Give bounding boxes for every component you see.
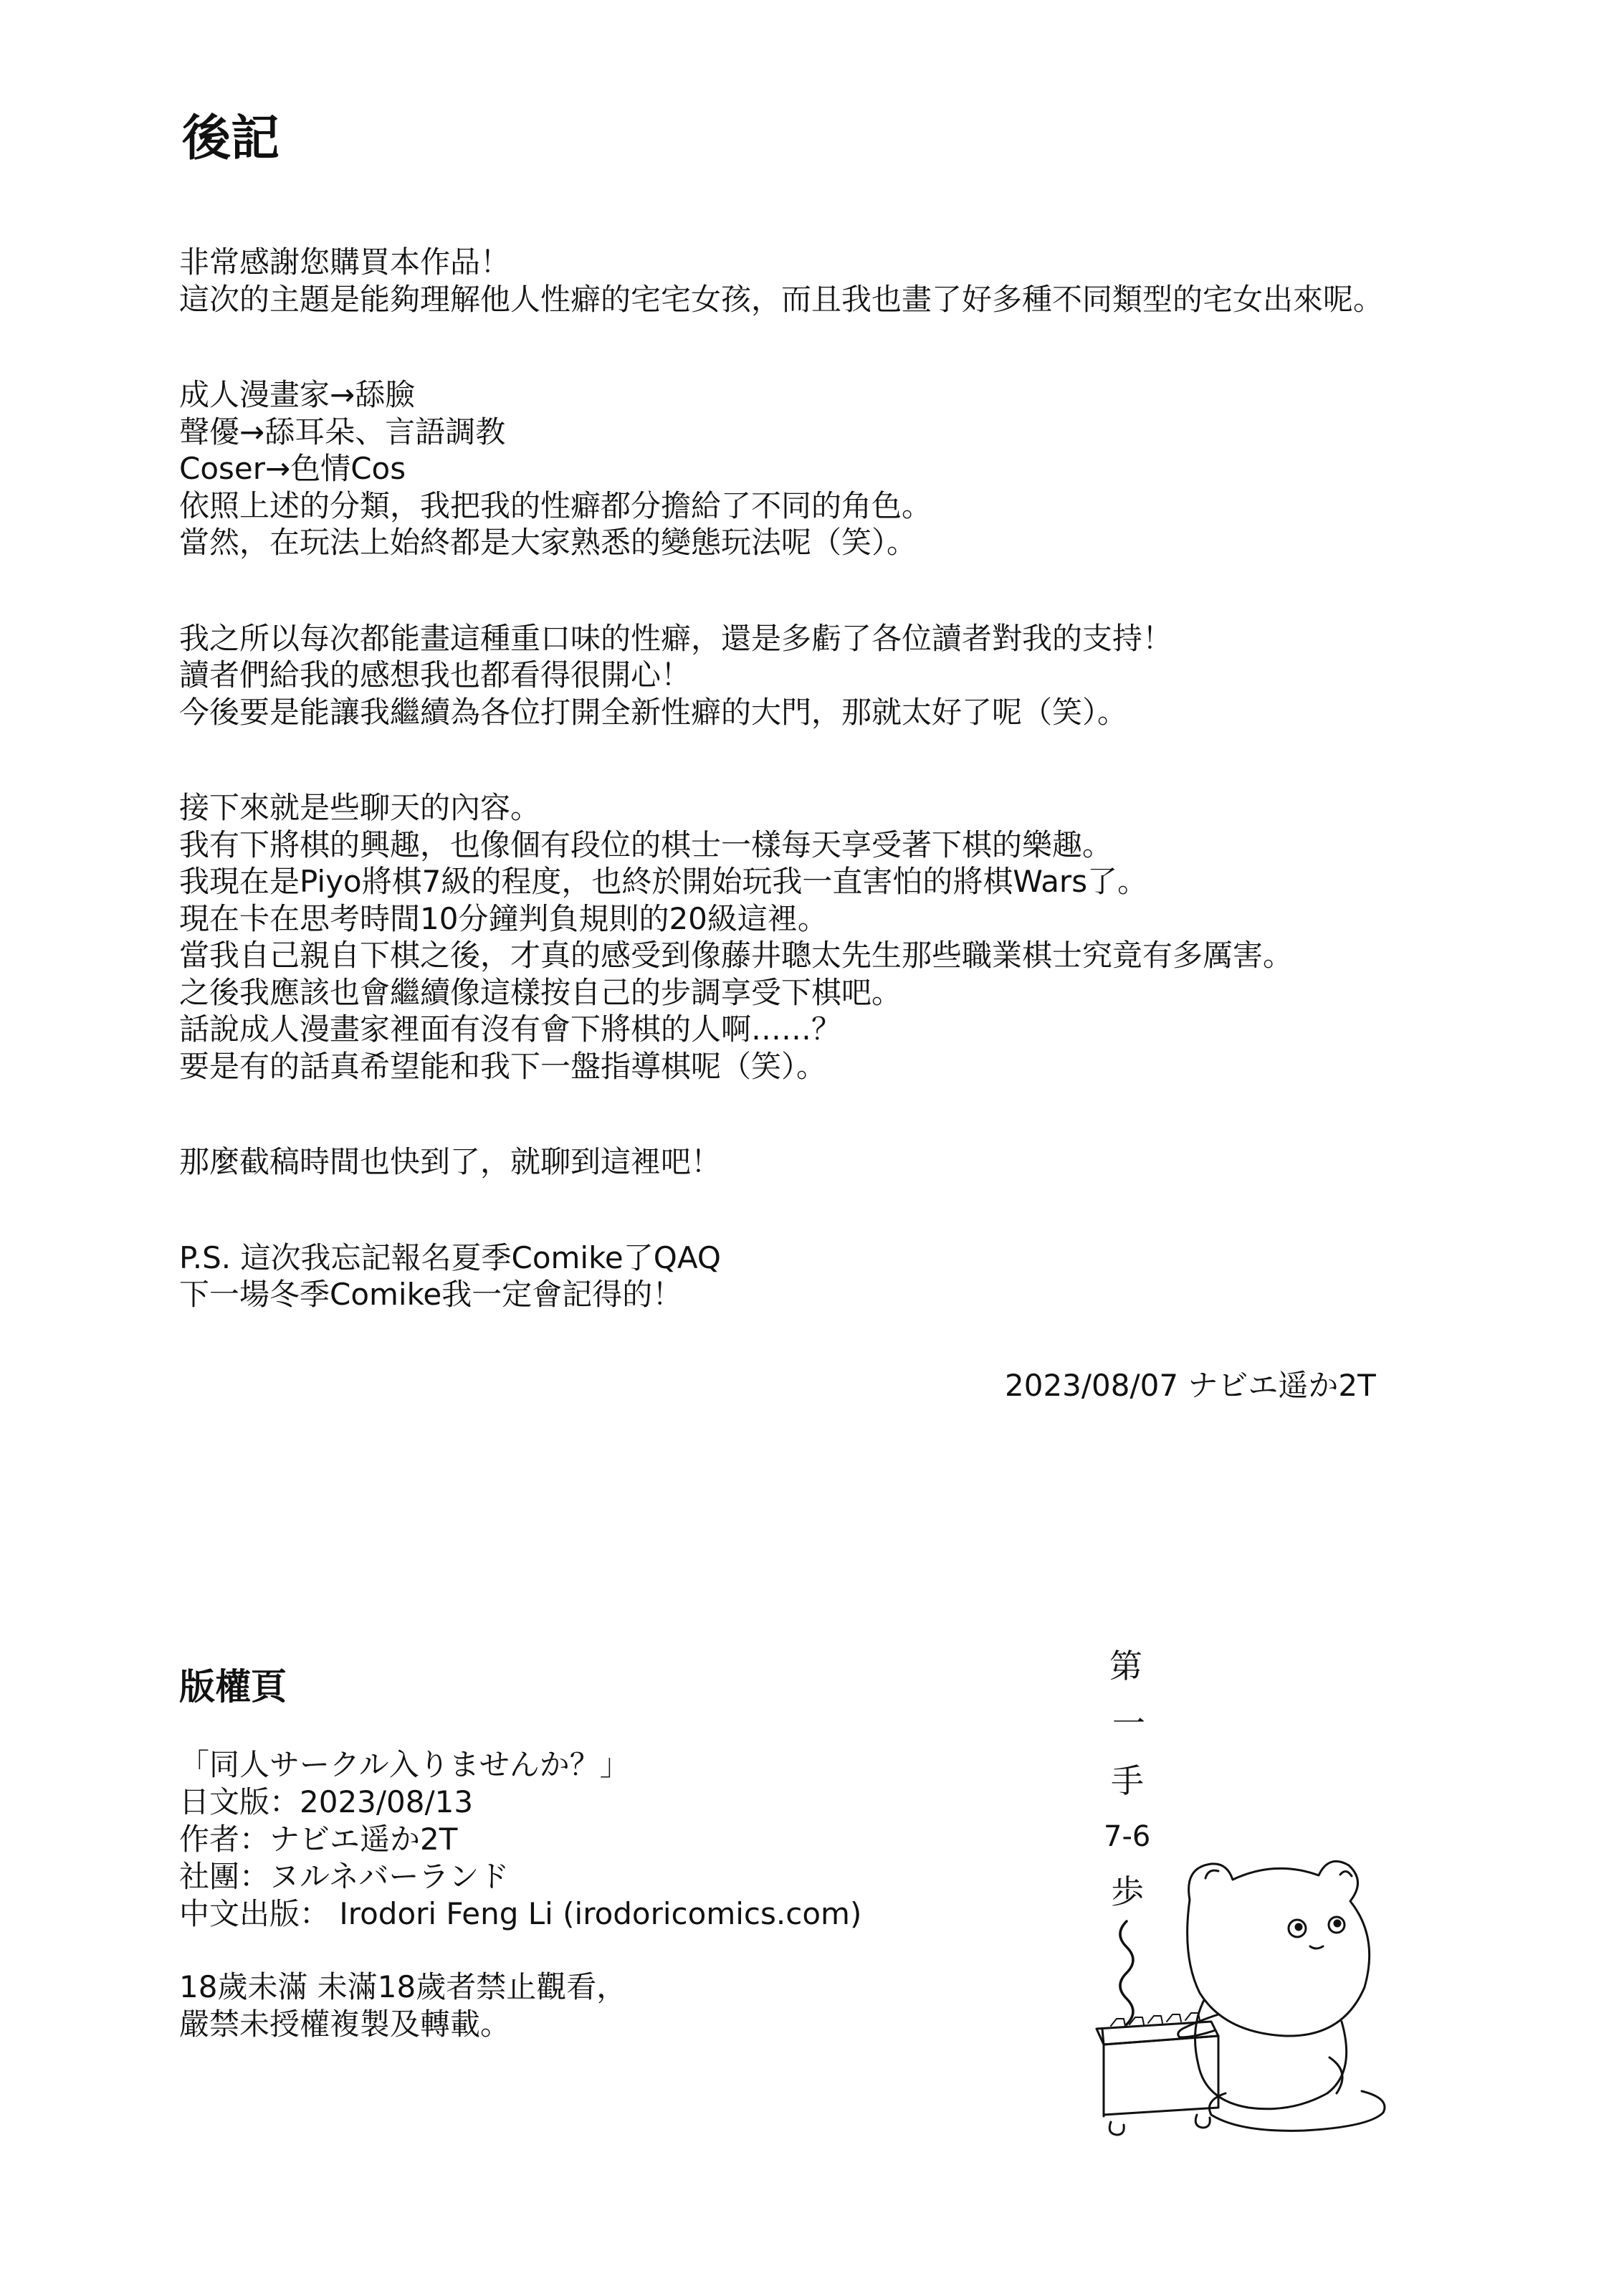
afterword-paragraph-closing [179,1143,1541,1181]
colophon-title: 版權頁 [179,1666,287,1708]
afterword-paragraph-readers [179,620,1541,731]
text-line: Coser→色情Cos [179,451,406,486]
text-line: 要是有的話真希望能和我下一盤指導棋呢（笑）。 [179,1048,827,1084]
caption-char: 歩 [1111,1872,1144,1911]
text-line: 那麼截稿時間也快到了，就聊到這裡吧！ [179,1144,722,1179]
text-line: 依照上述的分類，我把我的性癖都分擔給了不同的角色。 [179,487,932,523]
text-line: 這次的主題是能夠理解他人性癖的宅宅女孩，而且我也畫了好多種不同類型的宅女出來呢。 [179,281,1384,317]
text-line: 下一場冬季Comike我一定會記得的！ [179,1277,683,1312]
age-restriction-notice [179,1969,1039,2043]
text-line: 話說成人漫畫家裡面有沒有會下將棋的人啊……？ [179,1012,842,1047]
colophon-details [179,1746,1039,1933]
text-line: 今後要是能讓我繼續為各位打開全新性癖的大門，那就太好了呢（笑）。 [179,694,1128,730]
text-line: P.S. 這次我忘記報名夏季Comike了QAQ [179,1239,721,1275]
text-line: 讀者們給我的感想我也都看得很開心！ [179,657,692,693]
afterword-paragraph-thanks [179,244,1541,318]
notice-line: 18歲未滿 未滿18歲者禁止觀看， [179,1969,627,2004]
caption-char: 7-6 [1104,1820,1151,1853]
text-line: 當我自己親自下棋之後，才真的感受到像藤井聰太先生那些職業棋士究竟有多厲害。 [179,938,1294,973]
text-line: 之後我應該也會繼續像這樣按自己的步調享受下棋吧。 [179,974,902,1010]
text-line: 現在卡在思考時間10分鐘判負規則的20級這裡。 [179,900,828,936]
colophon-line: 日文版：2023/08/13 [179,1784,474,1819]
afterword-paragraph-shogi [179,789,1541,1085]
bear-playing-shogi-icon [1082,1627,1398,2158]
text-line: 成人漫畫家→舔臉 [179,377,416,412]
afterword-paragraph-ps [179,1239,1541,1313]
caption-char: 第 [1109,1647,1142,1685]
text-line: 我有下將棋的興趣，也像個有段位的棋士一樣每天享受著下棋的樂趣。 [179,827,1113,862]
afterword-title: 後記 [182,110,280,167]
colophon-line: 「同人サークル入りませんか？」 [179,1747,630,1782]
caption-char: 一 [1112,1704,1145,1743]
text-line: 聲優→舔耳朵、言語調教 [179,414,506,449]
caption-char: 手 [1111,1761,1144,1800]
colophon-line: 中文出版： Irodori Feng Li (irodoricomics.com) [179,1896,862,1931]
colophon-line: 作者：ナビエ遥か2T [179,1822,458,1857]
colophon-line: 社團：ヌルネバーランド [179,1859,510,1894]
text-line: 我之所以每次都能畫這種重口味的性癖，還是多虧了各位讀者對我的支持！ [179,620,1173,656]
afterword-signature: 2023/08/07 ナビエ遥か2T [1005,1368,1376,1403]
text-line: 非常感謝您購買本作品！ [179,244,511,280]
text-line: 我現在是Piyo將棋7級的程度，也終於開始玩我一直害怕的將棋Wars了。 [179,864,1148,899]
text-line: 接下來就是些聊天的內容。 [179,790,541,825]
notice-line: 嚴禁未授權複製及轉載。 [179,2007,511,2042]
afterword-paragraph-roles [179,376,1541,561]
text-line: 當然，在玩法上始終都是大家熟悉的變態玩法呢（笑）。 [179,525,917,560]
afterword-body [179,244,1541,1372]
